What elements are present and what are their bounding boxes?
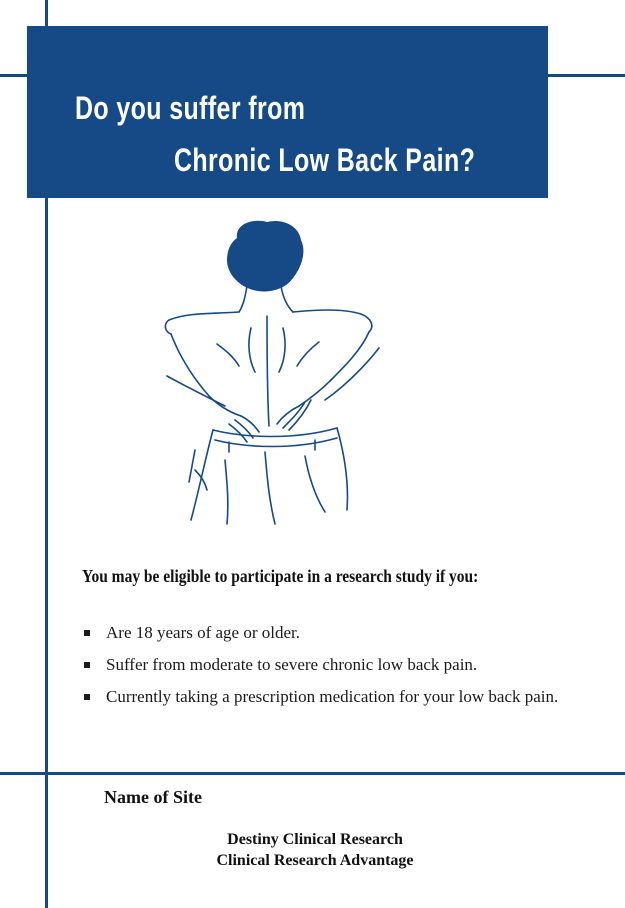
bottom-horizontal-rule xyxy=(0,772,625,775)
criteria-text: Are 18 years of age or older. xyxy=(106,623,301,642)
site-name: Clinical Research Advantage xyxy=(216,852,414,869)
bullet-icon xyxy=(84,694,90,700)
criteria-item xyxy=(80,654,570,676)
criteria-text: Suffer from moderate to severe chronic low back pain. xyxy=(106,655,478,674)
title-line-2: Chronic Low Back Pain? xyxy=(174,142,476,178)
person-holding-lower-back-icon xyxy=(155,220,395,540)
site-name: Destiny Clinical Research xyxy=(227,831,403,848)
criteria-item xyxy=(80,686,570,708)
eligibility-criteria-list xyxy=(80,622,570,718)
title-line-1: Do you suffer from xyxy=(75,90,306,126)
criteria-item xyxy=(80,622,570,644)
bullet-icon xyxy=(84,630,90,636)
bullet-icon xyxy=(84,662,90,668)
title-banner xyxy=(27,26,548,198)
eligibility-heading: You may be eligible to participate in a research study if you: xyxy=(82,566,479,586)
criteria-text: Currently taking a prescription medication for your low back pain. xyxy=(106,687,559,706)
site-label: Name of Site xyxy=(104,787,202,807)
site-names xyxy=(160,829,470,871)
